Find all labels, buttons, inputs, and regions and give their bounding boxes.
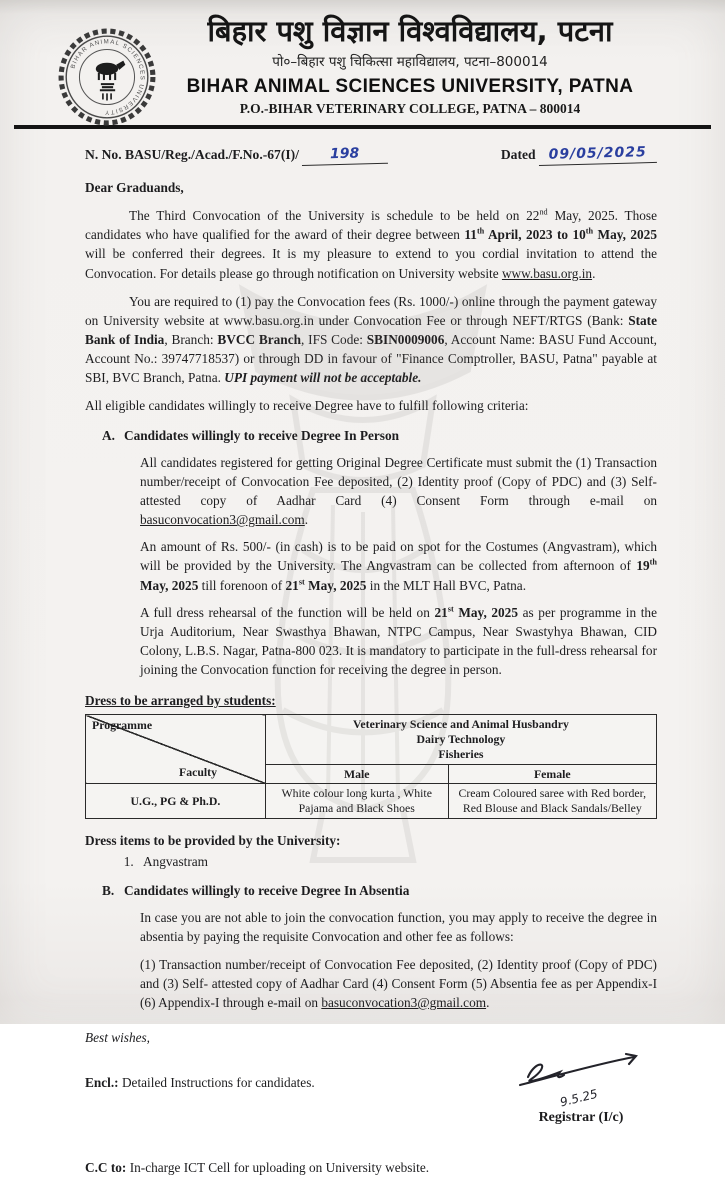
corner-programme-label: Programme bbox=[92, 718, 153, 733]
university-title-hindi: बिहार पशु विज्ञान विश्वविद्यालय, पटना bbox=[207, 14, 613, 48]
programme-cell: U.G., PG & Ph.D. bbox=[86, 784, 266, 818]
section-a-body bbox=[140, 453, 657, 680]
cc-text: In-charge ICT Cell for uploading on University website. bbox=[129, 1159, 430, 1175]
university-subtitle-hindi: पो०–बिहार पशु चिकित्सा महाविद्यालय, पटना–800014 bbox=[272, 53, 548, 70]
column-header-male: Male bbox=[265, 764, 448, 784]
reference-number-line bbox=[85, 145, 388, 166]
faculty-group-header bbox=[265, 715, 656, 764]
male-dress-cell: White colour long kurta , White Pajama and Black Shoes bbox=[265, 784, 448, 818]
section-a-title: Candidates willingly to receive Degree In Person bbox=[124, 427, 400, 443]
cow-emblem-icon bbox=[96, 61, 126, 101]
list-item: 1. Angvastram bbox=[137, 852, 657, 871]
reference-number-label: N. No. BASU/Reg./Acad./F.No.-67(I)/ bbox=[85, 146, 299, 162]
faculty-line-3: Fisheries bbox=[438, 746, 484, 761]
dress-table-heading: Dress to be arranged by students: bbox=[85, 693, 276, 709]
section-a bbox=[102, 426, 657, 680]
intro-paragraph: The Third Convocation of the University is schedule to be held on 22nd May, 2025. Those candidates who have qualified for the award of their degree between 11th April, 2023 to 10th May, 2025 will be conferred their degrees. It is my pleasure to extend to you cordial invitation to attend the Convocation. For details please go through notification on University website www.basu.org.in. bbox=[85, 207, 657, 281]
closing-row bbox=[85, 1051, 657, 1128]
section-a-heading bbox=[102, 426, 657, 445]
section-a-label: A. bbox=[102, 427, 115, 443]
section-b-label: B. bbox=[102, 883, 115, 899]
closing-best-wishes: Best wishes, bbox=[85, 1030, 151, 1046]
university-title-english: BIHAR ANIMAL SCIENCES UNIVERSITY, PATNA bbox=[186, 75, 634, 97]
section-b bbox=[102, 881, 657, 1012]
salutation: Dear Graduands, bbox=[85, 180, 184, 196]
section-b-title: Candidates willingly to receive Degree In Absentia bbox=[124, 883, 410, 899]
signatory-title: Registrar (I/c) bbox=[538, 1109, 624, 1125]
enclosure-line bbox=[85, 1073, 315, 1092]
section-b-heading bbox=[102, 881, 657, 900]
reference-number-handwritten: 198 bbox=[302, 143, 389, 166]
date-label: Dated bbox=[500, 146, 536, 162]
section-a-paragraph-1: All candidates registered for getting Original Degree Certificate must submit the (1) Transaction number/receipt of Convocation Fee deposited, (2) Identity proof (Copy of PDC) and (3) Self-attested copy of Aadhar Card (4) Consent Form through e-mail on basuconvocation3@gmail.com. bbox=[140, 454, 657, 528]
payment-paragraph: You are required to (1) pay the Convocation fees (Rs. 1000/-) online through the payment gateway on University website at www.basu.org.in under Convocation Fee or through NEFT/RTGS (Bank: State Bank of India, Branch: BVCC Branch, IFS Code: SBIN0009006, Account Name: BASU Fund Account, Account No.: 39747718537) or through DD in favour of "Finance Comptroller, BASU, Patna" payable at SBI, BVC Branch, Patna. UPI payment will not be acceptable. bbox=[85, 293, 657, 386]
enclosure-text: Detailed Instructions for candidates. bbox=[121, 1075, 315, 1091]
table-corner-cell bbox=[86, 715, 266, 784]
provided-items-heading: Dress items to be provided by the University: bbox=[85, 832, 341, 848]
seal-ring-text: BIHAR ANIMAL SCIENCES UNIVERSITY bbox=[69, 38, 146, 116]
table-row bbox=[86, 784, 657, 818]
section-b-paragraph-1: In case you are not able to join the convocation function, you may apply to receive the degree in absentia by paying the requisite Convocation and other fee as follows: bbox=[140, 910, 657, 945]
section-b-body bbox=[140, 908, 657, 1012]
date-line bbox=[501, 145, 657, 166]
cc-line bbox=[85, 1158, 657, 1177]
criteria-line: All eligible candidates willingly to receive Degree have to fulfill following criteria: bbox=[85, 398, 529, 414]
faculty-line-1: Veterinary Science and Animal Husbandry bbox=[353, 717, 569, 732]
female-dress-cell: Cream Coloured saree with Red border, Red Blouse and Black Sandals/Belley bbox=[448, 784, 656, 818]
letter-body bbox=[0, 129, 725, 1177]
section-b-paragraph-2: (1) Transaction number/receipt of Convocation Fee deposited, (2) Identity proof (Copy of PDC) and (3) Self- attested copy of Aadhar Card (4) Consent Form (5) Absentia fee as per Appendix-I (6) Appendix-I through e-mail on basuconvocation3@gmail.com. bbox=[140, 956, 657, 1010]
column-header-female: Female bbox=[448, 764, 656, 784]
corner-faculty-label: Faculty bbox=[179, 764, 218, 779]
university-seal-logo bbox=[56, 26, 158, 128]
section-a-paragraph-2: An amount of Rs. 500/- (in cash) is to be paid on spot for the Costumes (Angvastram), which will be provided by the University. The Angvastram can be collected from afternoon of 19th May, 2025 till forenoon of 21st May, 2025 in the MLT Hall BVC, Patna. bbox=[140, 539, 657, 593]
signature-date-handwritten: 9.5.25 bbox=[558, 1086, 600, 1110]
date-handwritten: 09/05/2025 bbox=[538, 142, 657, 166]
cc-label: C.C to: bbox=[85, 1159, 127, 1175]
reference-row bbox=[85, 145, 657, 166]
faculty-line-2: Dairy Technology bbox=[416, 732, 506, 747]
university-address: P.O.-BIHAR VETERINARY COLLEGE, PATNA – 800014 bbox=[239, 100, 581, 116]
dress-code-table bbox=[85, 714, 657, 818]
section-a-paragraph-3: A full dress rehearsal of the function will be held on 21st May, 2025 as per programme in the Urja Auditorium, Near Swasthya Bhawan, NTPC Campus, Near Swastyhya Bhawan, CID Colony, L.B.S. Nagar, Patna-800 023. It is mandatory to participate in the full-dress rehearsal for joining the Convocation function for receiving the degree in person. bbox=[140, 604, 657, 678]
signature-block bbox=[491, 1051, 671, 1128]
provided-items-list bbox=[85, 852, 657, 871]
enclosure-label: Encl.: bbox=[85, 1075, 119, 1091]
letterhead bbox=[0, 0, 725, 117]
